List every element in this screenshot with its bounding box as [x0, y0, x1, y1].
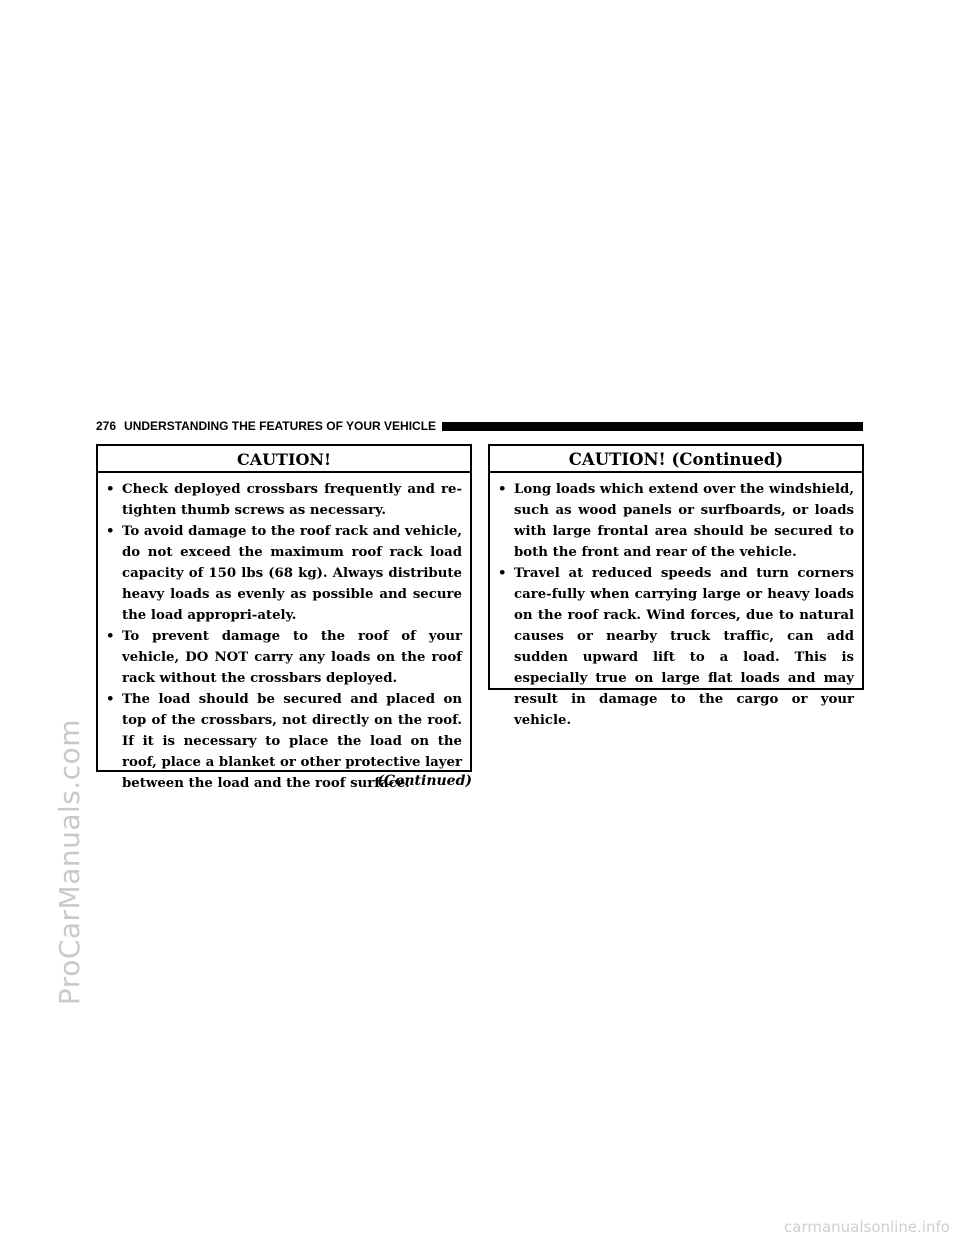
bullet-icon: • — [498, 566, 507, 581]
caution-item-text: Long loads which extend over the windshield, such as wood panels or surfboards, or loads with large frontal area should be secured to both the front and rear of the vehicle. — [514, 482, 854, 560]
caution-item-text: To prevent damage to the roof of your vehicle, DO NOT carry any loads on the roof rack without the crossbars deployed. — [122, 629, 462, 686]
caution-item-text: The load should be secured and placed on top of the crossbars, not directly on the roof. If it is necessary to place the load on the roof, place a blanket or other protective layer between the load and the roof surface. — [122, 692, 462, 791]
caution-continued-box — [488, 444, 864, 728]
footer-watermark: carmanualsonline.info — [784, 1218, 950, 1236]
bullet-icon: • — [106, 524, 115, 539]
caution-continued-title: CAUTION! (Continued) — [490, 446, 862, 473]
page-header — [96, 418, 863, 434]
side-watermark: ProCarManuals.com — [53, 718, 86, 1006]
caution-title: CAUTION! — [98, 446, 470, 473]
caution-item — [106, 626, 462, 689]
caution-item-text: Check deployed crossbars frequently and re-tighten thumb screws as necessary. — [122, 482, 462, 518]
caution-continued-list — [490, 473, 862, 731]
caution-item — [498, 563, 854, 731]
bullet-icon: • — [106, 482, 115, 497]
header-rule — [442, 422, 863, 431]
caution-item-text: Travel at reduced speeds and turn corners care-fully when carrying large or heavy loads on the roof rack. Wind forces, due to natural causes or nearby truck traffic, can add sudden upward lift to a load. This is especially true on large flat loads and may result in damage to the cargo or your vehicle. — [514, 566, 854, 728]
continued-note: (Continued) — [377, 773, 472, 789]
caution-item — [498, 479, 854, 563]
caution-list — [98, 473, 470, 794]
caution-item-text: To avoid damage to the roof rack and vehicle, do not exceed the maximum roof rack load capacity of 150 lbs (68 kg). Always distribute heavy loads as evenly as possible and secure the load appropri-ately. — [122, 524, 462, 623]
bullet-icon: • — [106, 692, 115, 707]
caution-item — [106, 521, 462, 626]
bullet-icon: • — [498, 482, 507, 497]
caution-item — [106, 479, 462, 521]
section-title: UNDERSTANDING THE FEATURES OF YOUR VEHICLE — [124, 419, 437, 433]
page-number: 276 — [96, 419, 117, 433]
bullet-icon: • — [106, 629, 115, 644]
